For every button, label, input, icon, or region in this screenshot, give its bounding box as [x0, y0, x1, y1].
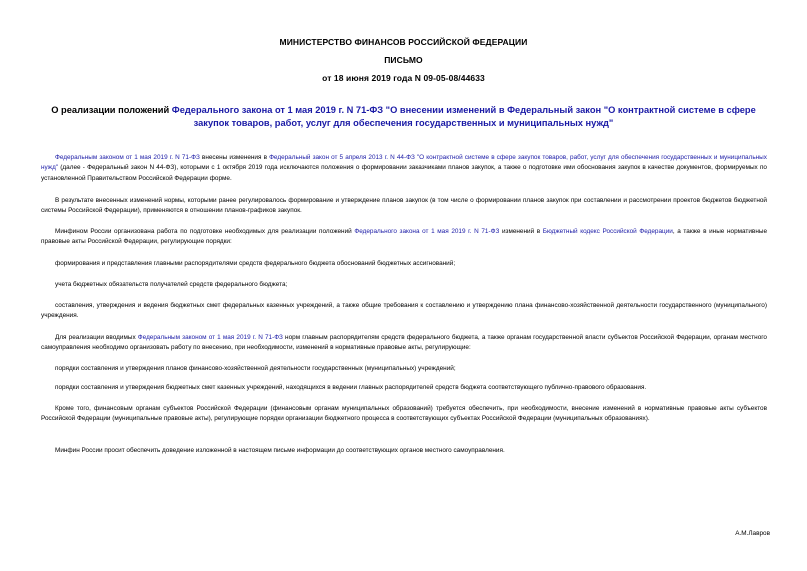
paragraph-2: В результате внесенных изменений нормы, которыми ранее регулировалось формирование и утверждение планов закупок (в том числе о формировании планов закупок при составлении и рассмотрении проектов бюджетов бюджетной системы Российской Федерации), применяются в отношении планов-графиков закупок.: [41, 197, 767, 215]
paragraph-text: Минфином России организована работа по подготовке необходимых для реализации положений: [55, 228, 355, 235]
paragraph-text: Для реализации вводимых: [55, 334, 138, 341]
law-44fz-link[interactable]: Федеральный закон от 5 апреля 2013 г. N 44-ФЗ "О контрактной системе в сфере закупок товаров, работ, услуг для обеспечения государственных и муниципальных нужд": [41, 154, 767, 172]
paragraph-text: норм главным распорядителям средств федерального бюджета, а также органам государственной власти субъектов Российской Федерации, органам местного самоуправления необходимо организовать работу по внесению, при необходимости, изменений в нормативные правовые акты, регулирующие:: [41, 334, 767, 352]
paragraph-9: порядки составления и утверждения бюджетных смет казенных учреждений, находящихся в ведении главных распорядителей средств бюджета соответствующего публично-правового образования.: [55, 384, 647, 391]
title-prefix: О реализации положений: [51, 105, 172, 115]
paragraph-text: внесены изменения в: [199, 154, 270, 161]
paragraph-5: учета бюджетных обязательств получателей средств федерального бюджета;: [55, 281, 288, 288]
paragraph-8: порядки составления и утверждения планов финансово-хозяйственной деятельности государственных (муниципальных) учреждений;: [55, 365, 456, 372]
paragraph-6: составления, утверждения и ведения бюджетных смет федеральных казенных учреждений, а также общие требования к составлению и утверждению плана финансово-хозяйственной деятельности государственного (муниципального) учреждения.: [41, 302, 767, 320]
budget-code-link[interactable]: Бюджетный кодекс Российской Федерации: [542, 228, 673, 235]
paragraph-1: [41, 153, 767, 184]
law-71fz-link[interactable]: Федеральным законом от 1 мая 2019 г. N 71-ФЗ: [137, 334, 283, 341]
document-date-number: от 18 июня 2019 года N 09-05-08/44633: [322, 73, 485, 83]
paragraph-text: , а также в иные нормативные правовые акты Российской Федерации, регулирующие порядки:: [41, 228, 767, 246]
letter-title: [40, 104, 767, 130]
signature: А.М.Лавров: [735, 530, 770, 537]
document-type: ПИСЬМО: [384, 55, 423, 65]
ministry-heading: МИНИСТЕРСТВО ФИНАНСОВ РОССИЙСКОЙ ФЕДЕРАЦИИ: [279, 37, 528, 47]
paragraph-11: Минфин России просит обеспечить доведение изложенной в настоящем письме информации до соответствующих органов местного самоуправления.: [55, 447, 505, 454]
paragraph-text: (далее - Федеральный закон N 44-ФЗ), которыми с 1 октября 2019 года исключаются положения о формировании заказчиками планов закупок, а также о подготовке ими обоснования закупок в качестве документов, формируемых по установленной Правительством Российской Федерации форме.: [41, 164, 767, 182]
paragraph-text: изменений в: [499, 228, 543, 235]
paragraph-4: формирования и представления главными распорядителями средств федерального бюджета обоснований бюджетных ассигнований;: [55, 260, 456, 267]
law-71fz-link[interactable]: Федеральным законом от 1 мая 2019 г. N 71-ФЗ: [55, 154, 200, 161]
paragraph-10: Кроме того, финансовым органам субъектов Российской Федерации (финансовым органам муниципальных образований) требуется обеспечить, при необходимости, внесение изменений в нормативные правовые акты субъектов Российской Федерации (муниципальные правовые акты), регулирующие порядки организации бюджетного процесса в соответствующих субъектах Российской Федерации (муниципальных образованиях).: [41, 405, 767, 423]
paragraph-3: [41, 227, 767, 248]
title-law-link[interactable]: Федерального закона от 1 мая 2019 г. N 71-ФЗ "О внесении изменений в Федеральный закон "О контрактной системе в сфере закупок товаров, работ, услуг для обеспечения государственных и муниципальных нужд": [171, 105, 756, 128]
law-71fz-link[interactable]: Федерального закона от 1 мая 2019 г. N 71-ФЗ: [354, 228, 500, 235]
paragraph-7: [41, 333, 767, 354]
